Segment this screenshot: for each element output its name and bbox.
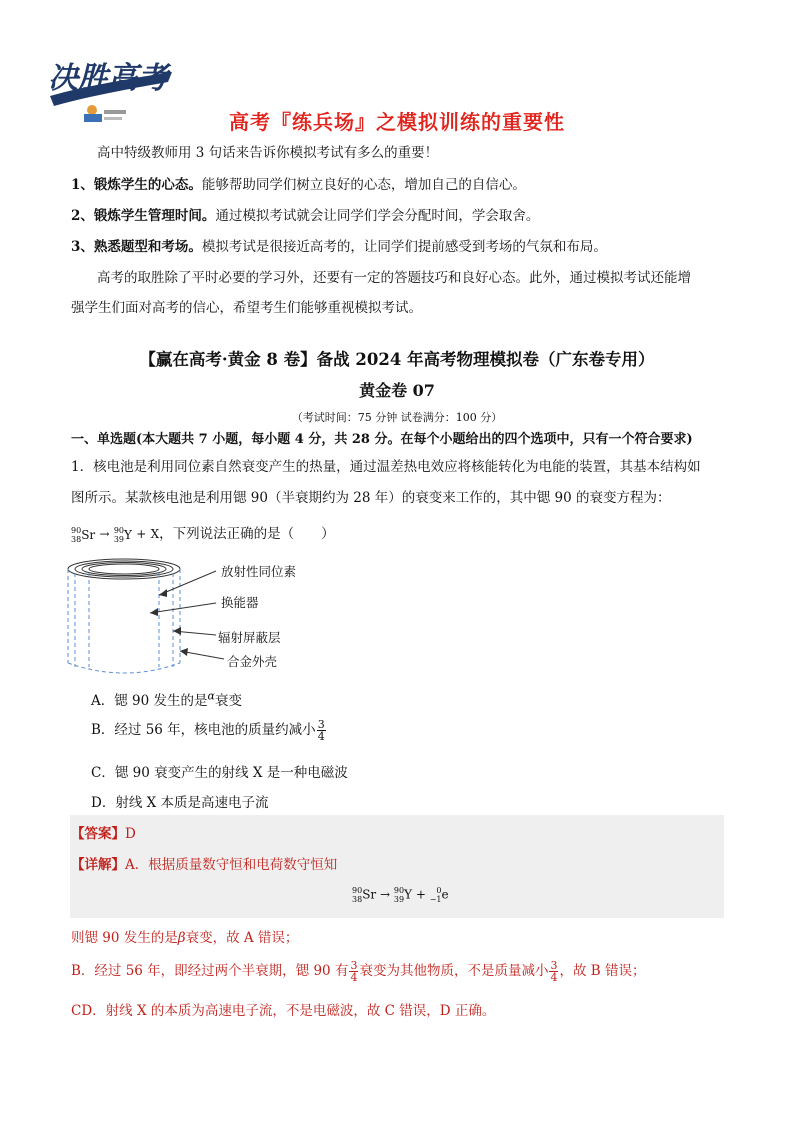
exam-info: （考试时间：75 分钟 试卷满分：100 分） [291,411,503,424]
promo-point-3 [71,237,607,257]
promo-closing-1: 高考的取胜除了平时必要的学习外，还要有一定的答题技巧和良好心态。此外，通过模拟考试还能增 [97,270,691,286]
solution-line-a: 则锶 90 发生的是β衰变，故 A 错误； [71,930,299,946]
promo-point-2 [71,206,539,226]
nuclide-sr: 90 38 Sr [71,526,96,544]
point-body: 通过模拟考试就会让同学们学会分配时间，学会取舍。 [215,208,540,224]
option-d[interactable]: D．射线 X 本质是高速电子流 [91,795,269,811]
option-b[interactable]: B．经过 56 年，核电池的质量约减小 $\frac{3}{4}$ [91,718,325,743]
answer-label: 【答案】 [71,826,125,842]
nuclide-y: 90 39 Y [113,526,132,544]
promo-closing-2: 强学生们面对高考的信心，希望考生们能够重视模拟考试。 [71,300,422,316]
exam-subtitle: 黄金卷 07 [359,381,435,400]
fraction-3-4: $\frac{3}{4}$ [317,718,325,743]
detail-equation: 90 38 Sr → 90 39 Y + 0 −1 e [352,886,449,904]
point-head: 2、锻炼学生管理时间。 [71,208,216,224]
equation-tail: ，下列说法正确的是（ ） [159,526,335,542]
figure-label-shield: 辐射屏蔽层 [218,630,281,645]
figure-label-shell: 合金外壳 [227,654,278,669]
answer-value: D [125,826,136,842]
question-stem-line2: 图所示。某款核电池是利用锶 90（半衰期约为 28 年）的衰变来工作的，其中锶 90 的衰变方程为： [71,490,671,506]
detail-text: A．根据质量数守恒和电荷数守恒知 [125,857,338,873]
question-stem-line1: 1．核电池是利用同位素自然衰变产生的热量，通过温差热电效应将核能转化为电能的装置，其基本结构如 [71,459,701,475]
detail-line [71,853,337,873]
solution-line-b: B．经过 56 年，即经过两个半衰期，锶 90 有 $\frac{3}{4}$ 衰变为其他物质，不是质量减小 $\frac{3}{4}$ ，故 B 错误； [71,959,646,984]
exam-title: 【赢在高考·黄金 8 卷】备战 2024 年高考物理模拟卷（广东卷专用） [139,350,655,369]
option-c[interactable]: C．锶 90 衰变产生的射线 X 是一种电磁波 [91,765,348,781]
solution-line-cd: CD．射线 X 的本质为高速电子流，不是电磁波，故 C 错误，D 正确。 [71,1003,496,1019]
point-body: 能够帮助同学们树立良好的心态，增加自己的自信心。 [201,177,526,193]
point-head: 1、锻炼学生的心态。 [71,177,202,193]
option-a[interactable]: A．锶 90 发生的是$^\alpha$衰变 [91,689,242,709]
logo-text: 决胜高考 [48,61,168,96]
decay-equation: 90 38 Sr → 90 39 Y + X，下列说法正确的是（ ） [71,526,335,544]
point-head: 3、熟悉题型和考场。 [71,239,202,255]
detail-label: 【详解】 [71,857,125,873]
figure-label-isotope: 放射性同位素 [221,564,297,579]
promo-title: 高考『练兵场』之模拟训练的重要性 [229,110,565,134]
section-heading: 一、单选题(本大题共 7 小题，每小题 4 分，共 28 分。在每个小题给出的四个选项中，只有一个符合要求) [71,432,693,447]
figure-label-converter: 换能器 [221,595,259,610]
point-body: 模拟考试是很接近高考的，让同学们提前感受到考场的气氛和布局。 [201,239,607,255]
promo-intro: 高中特级教师用 3 句话来告诉你模拟考试有多么的重要！ [97,145,439,161]
promo-point-1 [71,175,526,195]
answer-line [71,822,136,842]
